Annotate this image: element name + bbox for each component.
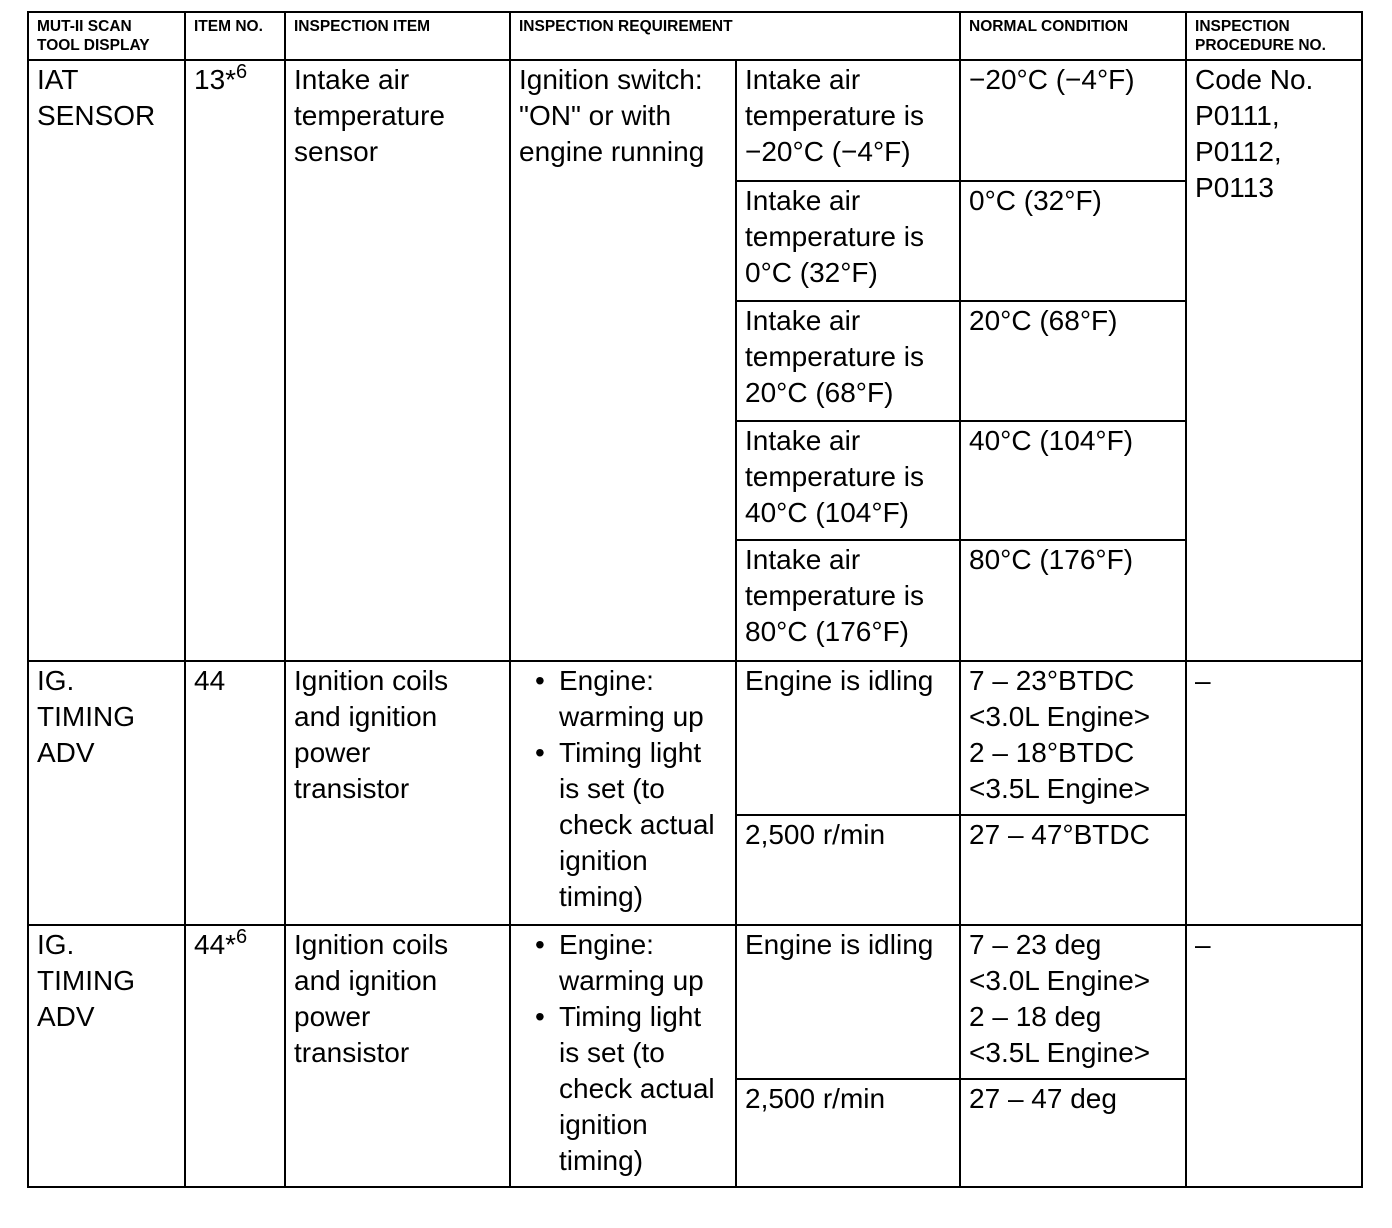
iat-procedure: Code No. P0111, P0112, P0113: [1186, 60, 1362, 661]
iat-normal: 0°C (32°F): [960, 181, 1186, 301]
ig2-requirement-list: [519, 927, 727, 1179]
ig1-condition: Engine is idling: [736, 661, 960, 815]
header-row: [28, 12, 1362, 60]
ig1-normal: 27 – 47°BTDC: [960, 815, 1186, 925]
ig1-condition: 2,500 r/min: [736, 815, 960, 925]
iat-inspection-item: Intake air temperature sensor: [285, 60, 510, 661]
table-row: [28, 60, 1362, 181]
ig1-inspection-item: Ignition coils and ignition power transistor: [285, 661, 510, 925]
ig1-display: IG. TIMING ADV: [28, 661, 185, 925]
iat-display: IAT SENSOR: [28, 60, 185, 661]
ig2-condition: Engine is idling: [736, 925, 960, 1079]
header-item-no: ITEM NO.: [185, 12, 285, 60]
ig1-requirement-list: [519, 663, 727, 915]
ig2-normal: 27 – 47 deg: [960, 1079, 1186, 1187]
ig2-inspection-item: Ignition coils and ignition power transistor: [285, 925, 510, 1187]
ig1-normal: 7 – 23°BTDC <3.0L Engine> 2 – 18°BTDC <3.5L Engine>: [960, 661, 1186, 815]
iat-condition: Intake air temperature is 0°C (32°F): [736, 181, 960, 301]
iat-normal: 20°C (68°F): [960, 301, 1186, 421]
header-scan-tool-display: MUT-II SCAN TOOL DISPLAY: [28, 12, 185, 60]
iat-normal: 80°C (176°F): [960, 540, 1186, 661]
list-item: • Timing light is set (to check actual ignition timing): [519, 735, 727, 915]
header-inspection-requirement: INSPECTION REQUIREMENT: [510, 12, 960, 60]
iat-normal: 40°C (104°F): [960, 421, 1186, 540]
list-item: • Engine: warming up: [519, 663, 727, 735]
ig1-requirement: [510, 661, 736, 925]
iat-condition: Intake air temperature is 40°C (104°F): [736, 421, 960, 540]
iat-condition: Intake air temperature is 20°C (68°F): [736, 301, 960, 421]
table-row: [28, 661, 1362, 815]
iat-condition: Intake air temperature is 80°C (176°F): [736, 540, 960, 661]
iat-condition: Intake air temperature is −20°C (−4°F): [736, 60, 960, 181]
iat-requirement: Ignition switch: "ON" or with engine running: [510, 60, 736, 661]
table-row: [28, 925, 1362, 1079]
iat-normal: −20°C (−4°F): [960, 60, 1186, 181]
ig2-requirement: [510, 925, 736, 1187]
ig2-procedure: –: [1186, 925, 1362, 1187]
header-inspection-item: INSPECTION ITEM: [285, 12, 510, 60]
ig2-item-no: 44*$^6$: [185, 925, 285, 1187]
ig1-procedure: –: [1186, 661, 1362, 925]
list-item: • Timing light is set (to check actual ignition timing): [519, 999, 727, 1179]
header-normal-condition: NORMAL CONDITION: [960, 12, 1186, 60]
ig2-normal: 7 – 23 deg <3.0L Engine> 2 – 18 deg <3.5L Engine>: [960, 925, 1186, 1079]
ig2-display: IG. TIMING ADV: [28, 925, 185, 1187]
inspection-table: [27, 11, 1363, 1188]
list-item: • Engine: warming up: [519, 927, 727, 999]
header-procedure-no: INSPECTION PROCEDURE NO.: [1186, 12, 1362, 60]
ig2-condition: 2,500 r/min: [736, 1079, 960, 1187]
iat-item-no: 13*$^6$: [185, 60, 285, 661]
ig1-item-no: 44: [185, 661, 285, 925]
